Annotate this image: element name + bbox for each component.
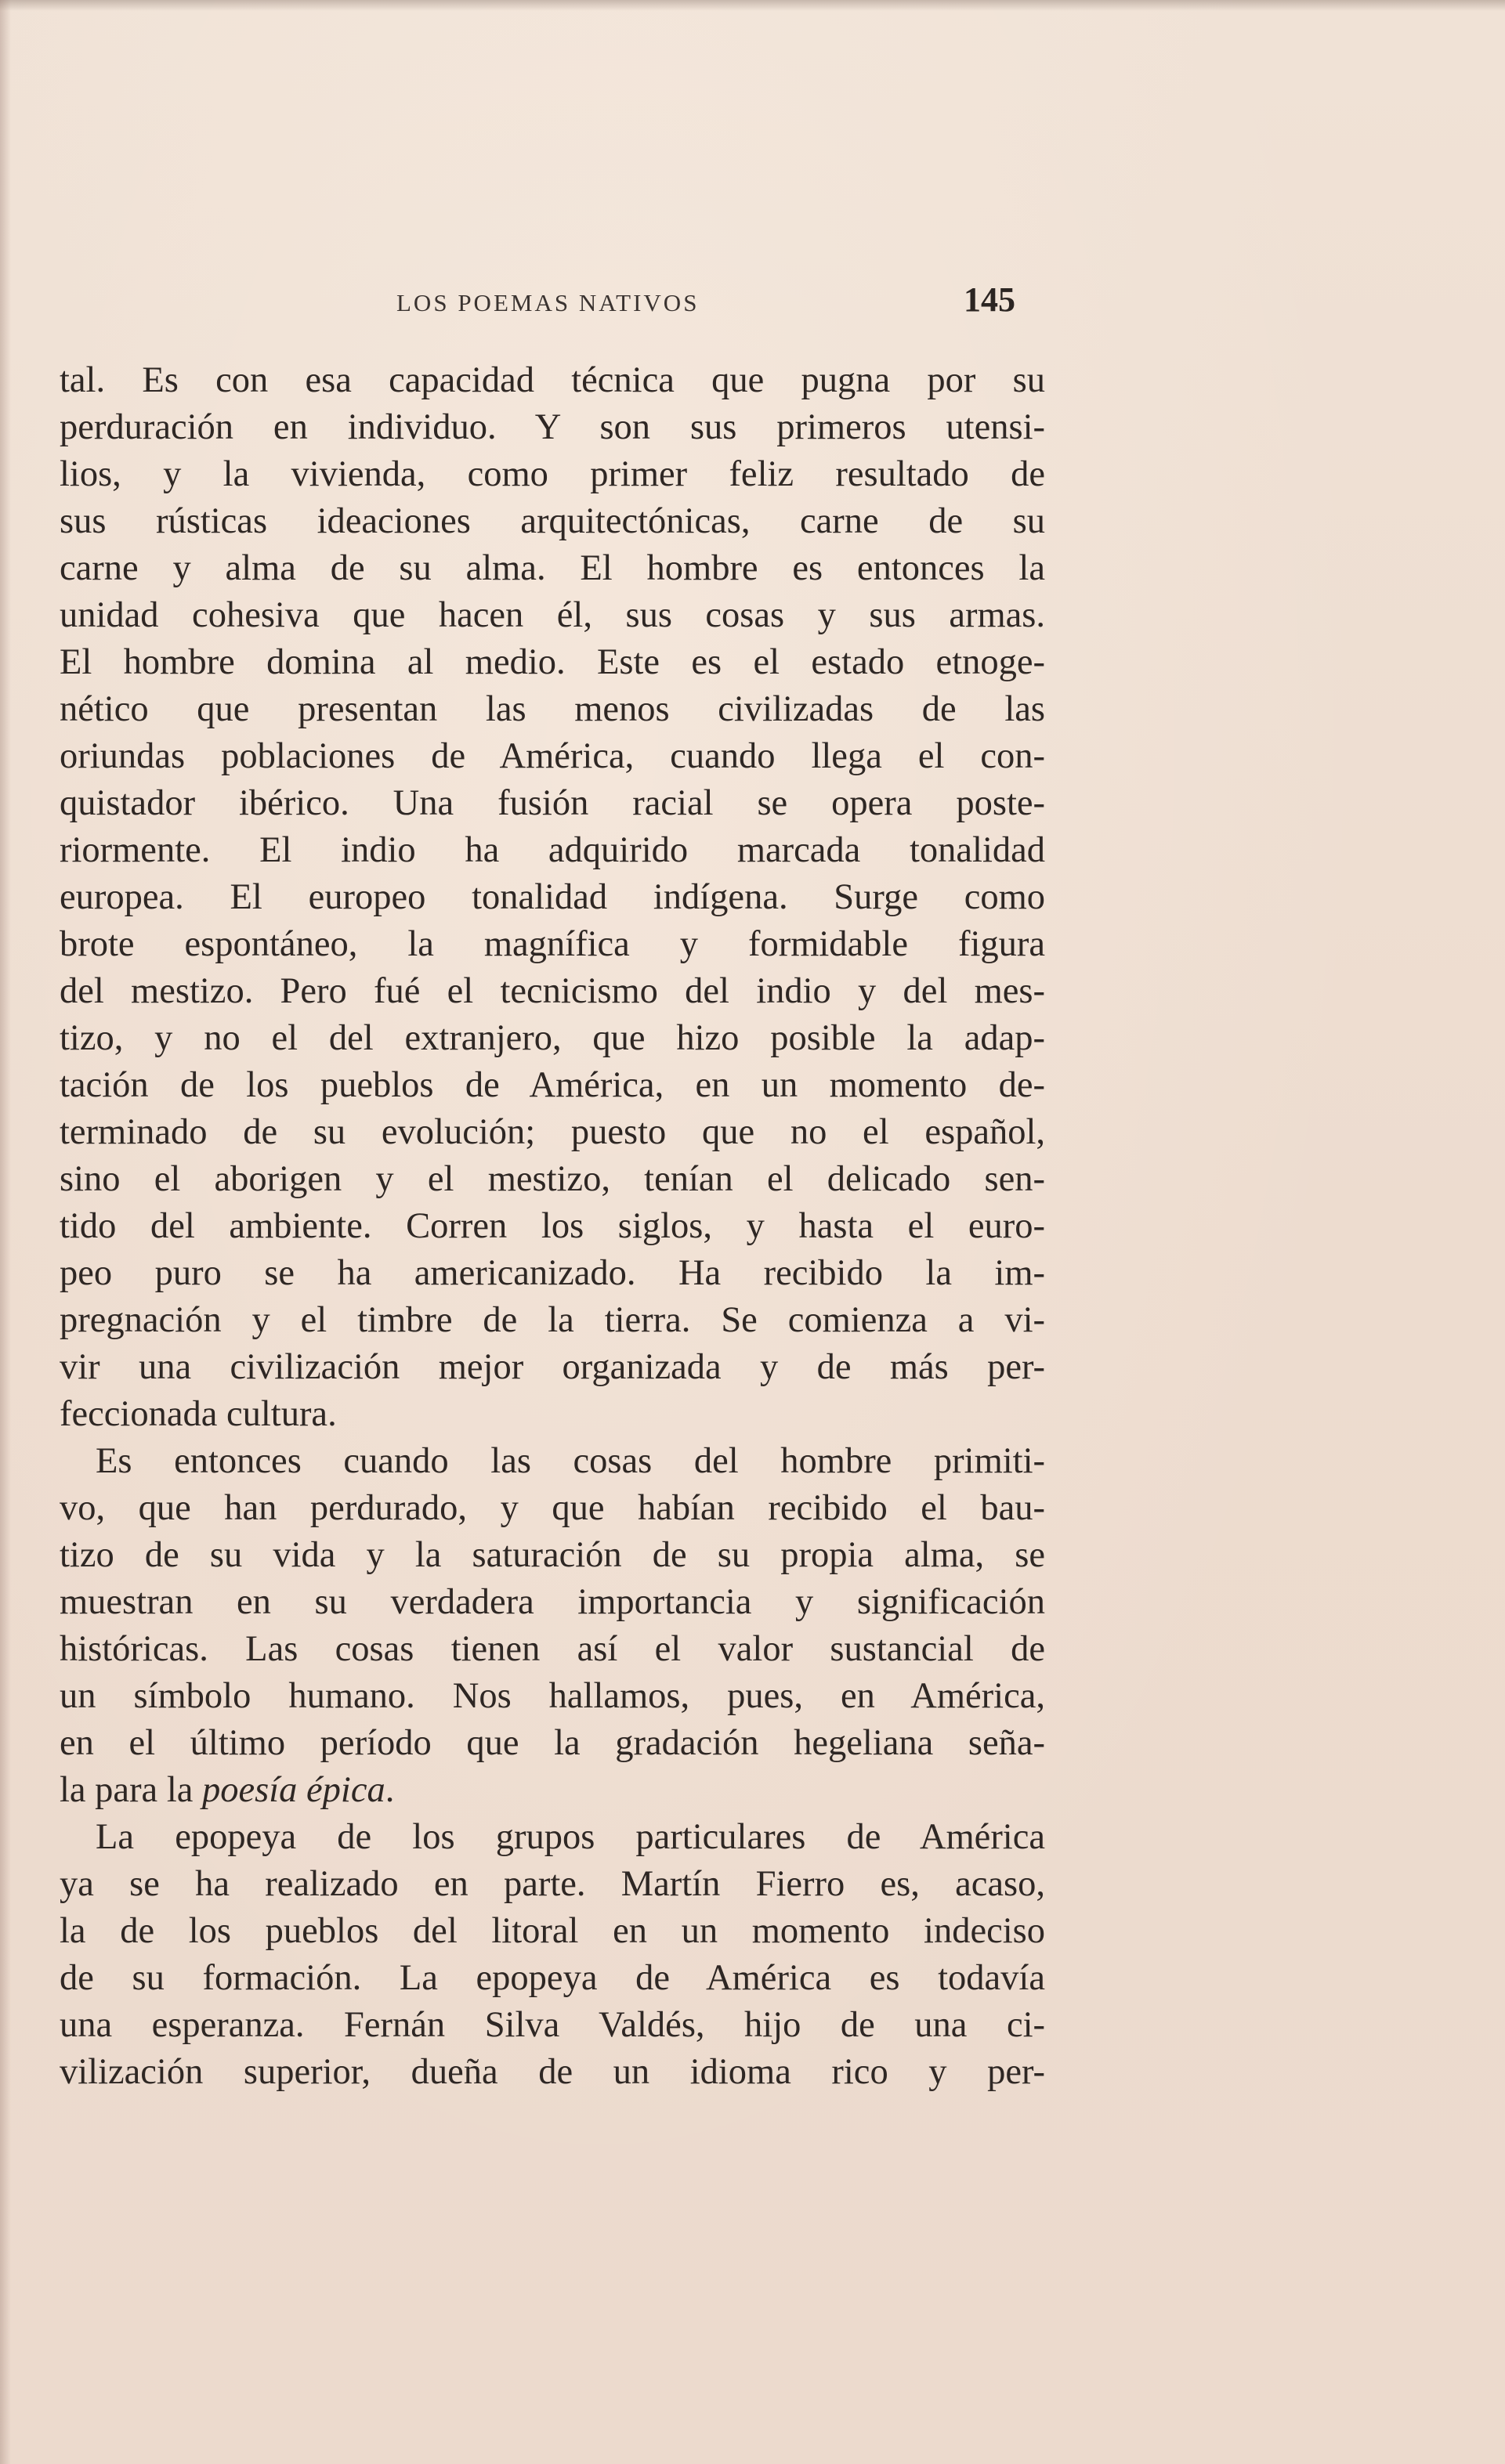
text-line: nético que presentan las menos civilizadas de las bbox=[60, 689, 1045, 729]
text-line: tación de los pueblos de América, en un momento de- bbox=[60, 1065, 1045, 1105]
text-fragment: . bbox=[385, 1770, 395, 1810]
text-line-with-emphasis bbox=[60, 1767, 1045, 1814]
text-line: sino el aborigen y el mestizo, tenían el delicado sen- bbox=[60, 1159, 1045, 1199]
text-line: históricas. Las cosas tienen así el valor sustancial de bbox=[60, 1629, 1045, 1669]
text-line: lios, y la vivienda, como primer feliz resultado de bbox=[60, 454, 1045, 494]
text-line: una esperanza. Fernán Silva Valdés, hijo de una ci- bbox=[60, 2005, 1045, 2045]
body-text bbox=[60, 357, 1045, 2096]
italic-term: poesía épica bbox=[202, 1770, 385, 1810]
paragraph-start-line: Es entonces cuando las cosas del hombre primiti- bbox=[96, 1441, 1045, 1481]
text-line: un símbolo humano. Nos hallamos, pues, en América, bbox=[60, 1676, 1045, 1716]
text-line: vilización superior, dueña de un idioma rico y per- bbox=[60, 2052, 1045, 2092]
text-line: vir una civilización mejor organizada y de más per- bbox=[60, 1347, 1045, 1387]
page-number: 145 bbox=[964, 280, 1015, 319]
text-line: europea. El europeo tonalidad indígena. Surge como bbox=[60, 877, 1045, 917]
text-line: de su formación. La epopeya de América es todavía bbox=[60, 1958, 1045, 1998]
text-line: brote espontáneo, la magnífica y formidable figura bbox=[60, 924, 1045, 964]
text-line: en el último período que la gradación hegeliana seña- bbox=[60, 1723, 1045, 1763]
running-title: LOS POEMAS NATIVOS bbox=[396, 289, 700, 316]
text-line: ya se ha realizado en parte. Martín Fierro es, acaso, bbox=[60, 1864, 1045, 1904]
text-line: unidad cohesiva que hacen él, sus cosas y sus armas. bbox=[60, 595, 1045, 635]
text-line: perduración en individuo. Y son sus primeros utensi- bbox=[60, 407, 1045, 447]
text-line: muestran en su verdadera importancia y significación bbox=[60, 1582, 1045, 1622]
text-line: El hombre domina al medio. Este es el estado etnoge- bbox=[60, 642, 1045, 682]
text-line: pregnación y el timbre de la tierra. Se comienza a vi- bbox=[60, 1300, 1045, 1340]
text-line: oriundas poblaciones de América, cuando llega el con- bbox=[60, 736, 1045, 776]
page-top-edge bbox=[0, 0, 1505, 11]
text-line: la de los pueblos del litoral en un momento indeciso bbox=[60, 1911, 1045, 1951]
text-line: terminado de su evolución; puesto que no el español, bbox=[60, 1112, 1045, 1152]
text-line: sus rústicas ideaciones arquitectónicas, carne de su bbox=[60, 501, 1045, 541]
page-binding-edge bbox=[0, 0, 11, 2464]
text-line: carne y alma de su alma. El hombre es entonces la bbox=[60, 548, 1045, 588]
text-line: del mestizo. Pero fué el tecnicismo del indio y del mes- bbox=[60, 971, 1045, 1011]
paragraph-start-line: La epopeya de los grupos particulares de América bbox=[96, 1817, 1045, 1857]
text-line: tido del ambiente. Corren los siglos, y hasta el euro- bbox=[60, 1206, 1045, 1246]
text-line: vo, que han perdurado, y que habían recibido el bau- bbox=[60, 1488, 1045, 1528]
text-line: riormente. El indio ha adquirido marcada tonalidad bbox=[60, 830, 1045, 870]
text-fragment: la para la bbox=[60, 1770, 203, 1810]
text-line: feccionada cultura. bbox=[60, 1394, 337, 1434]
text-line: tizo, y no el del extranjero, que hizo posible la adap- bbox=[60, 1018, 1045, 1058]
text-line: quistador ibérico. Una fusión racial se opera poste- bbox=[60, 783, 1045, 823]
text-line: tal. Es con esa capacidad técnica que pugna por su bbox=[60, 360, 1045, 400]
text-line: tizo de su vida y la saturación de su propia alma, se bbox=[60, 1535, 1045, 1575]
page-header bbox=[60, 278, 1015, 325]
text-line: peo puro se ha americanizado. Ha recibido la im- bbox=[60, 1253, 1045, 1293]
